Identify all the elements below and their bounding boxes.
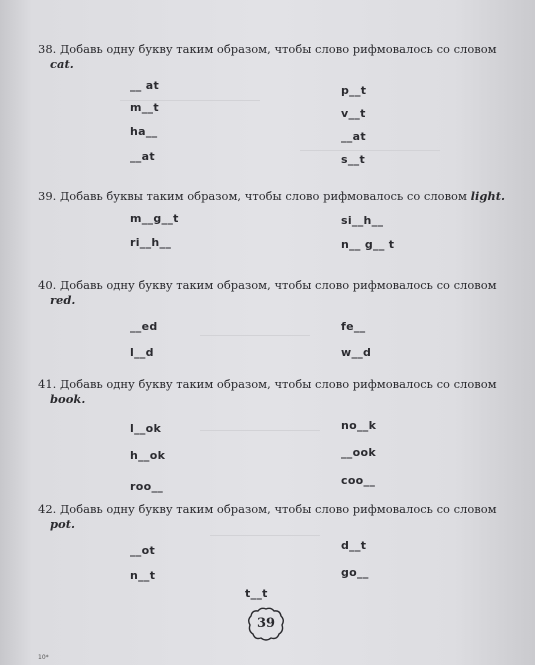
- rhyme-word: pot.: [50, 517, 76, 531]
- exercise-title-text: 39. Добавь буквы таким образом, чтобы слово рифмовалось со словом: [38, 189, 467, 203]
- exercise-39-title: [38, 189, 508, 204]
- word-blank: no__k: [341, 419, 377, 432]
- word-blank: ri__h__: [130, 236, 172, 249]
- word-blank: m__g__t: [130, 212, 179, 225]
- exercise-title-text: 38. Добавь одну букву таким образом, чтобы слово рифмовалось со словом: [38, 42, 497, 56]
- word-blank: n__t: [130, 569, 156, 582]
- show-through-line: [200, 430, 320, 431]
- word-blank: __at: [130, 150, 155, 163]
- word-blank: go__: [341, 566, 369, 579]
- page-number-badge: [247, 607, 285, 641]
- exercise-41-title: [38, 377, 508, 407]
- word-blank: __ at: [130, 79, 160, 92]
- show-through-line: [200, 335, 310, 336]
- word-blank: p__t: [341, 84, 367, 97]
- word-blank: d__t: [341, 539, 367, 552]
- corner-mark: 10*: [38, 654, 49, 661]
- exercise-title-text: 41. Добавь одну букву таким образом, чтобы слово рифмовалось со словом: [38, 377, 497, 391]
- word-blank: w__d: [341, 346, 372, 359]
- exercise-title-text: 40. Добавь одну букву таким образом, чтобы слово рифмовалось со словом: [38, 278, 497, 292]
- word-blank: v__t: [341, 107, 366, 120]
- word-blank: __at: [341, 130, 366, 143]
- word-blank: h__ok: [130, 449, 166, 462]
- rhyme-word: light.: [470, 189, 506, 203]
- word-blank: l__d: [130, 346, 154, 359]
- exercise-38-title: [38, 42, 508, 72]
- word-blank: __ed: [130, 320, 158, 333]
- word-blank: roo__: [130, 480, 164, 493]
- exercise-40-title: [38, 278, 508, 308]
- word-blank: __ook: [341, 446, 376, 459]
- word-blank: __ot: [130, 544, 156, 557]
- word-blank: coo__: [341, 474, 376, 487]
- exercise-title-text: 42. Добавь одну букву таким образом, чтобы слово рифмовалось со словом: [38, 502, 497, 516]
- word-blank: n__ g__ t: [341, 238, 395, 251]
- page-number: 39: [256, 616, 276, 631]
- word-blank: m__t: [130, 101, 159, 114]
- word-blank: s__t: [341, 153, 366, 166]
- show-through-line: [300, 150, 440, 151]
- word-blank: t__t: [245, 587, 268, 600]
- rhyme-word: cat.: [50, 57, 74, 71]
- rhyme-word: red.: [50, 293, 76, 307]
- show-through-line: [210, 535, 320, 536]
- word-blank: si__h__: [341, 214, 384, 227]
- word-blank: fe__: [341, 320, 366, 333]
- word-blank: l__ok: [130, 422, 162, 435]
- exercise-42-title: [38, 502, 508, 532]
- rhyme-word: book.: [50, 392, 86, 406]
- word-blank: ha__: [130, 125, 158, 138]
